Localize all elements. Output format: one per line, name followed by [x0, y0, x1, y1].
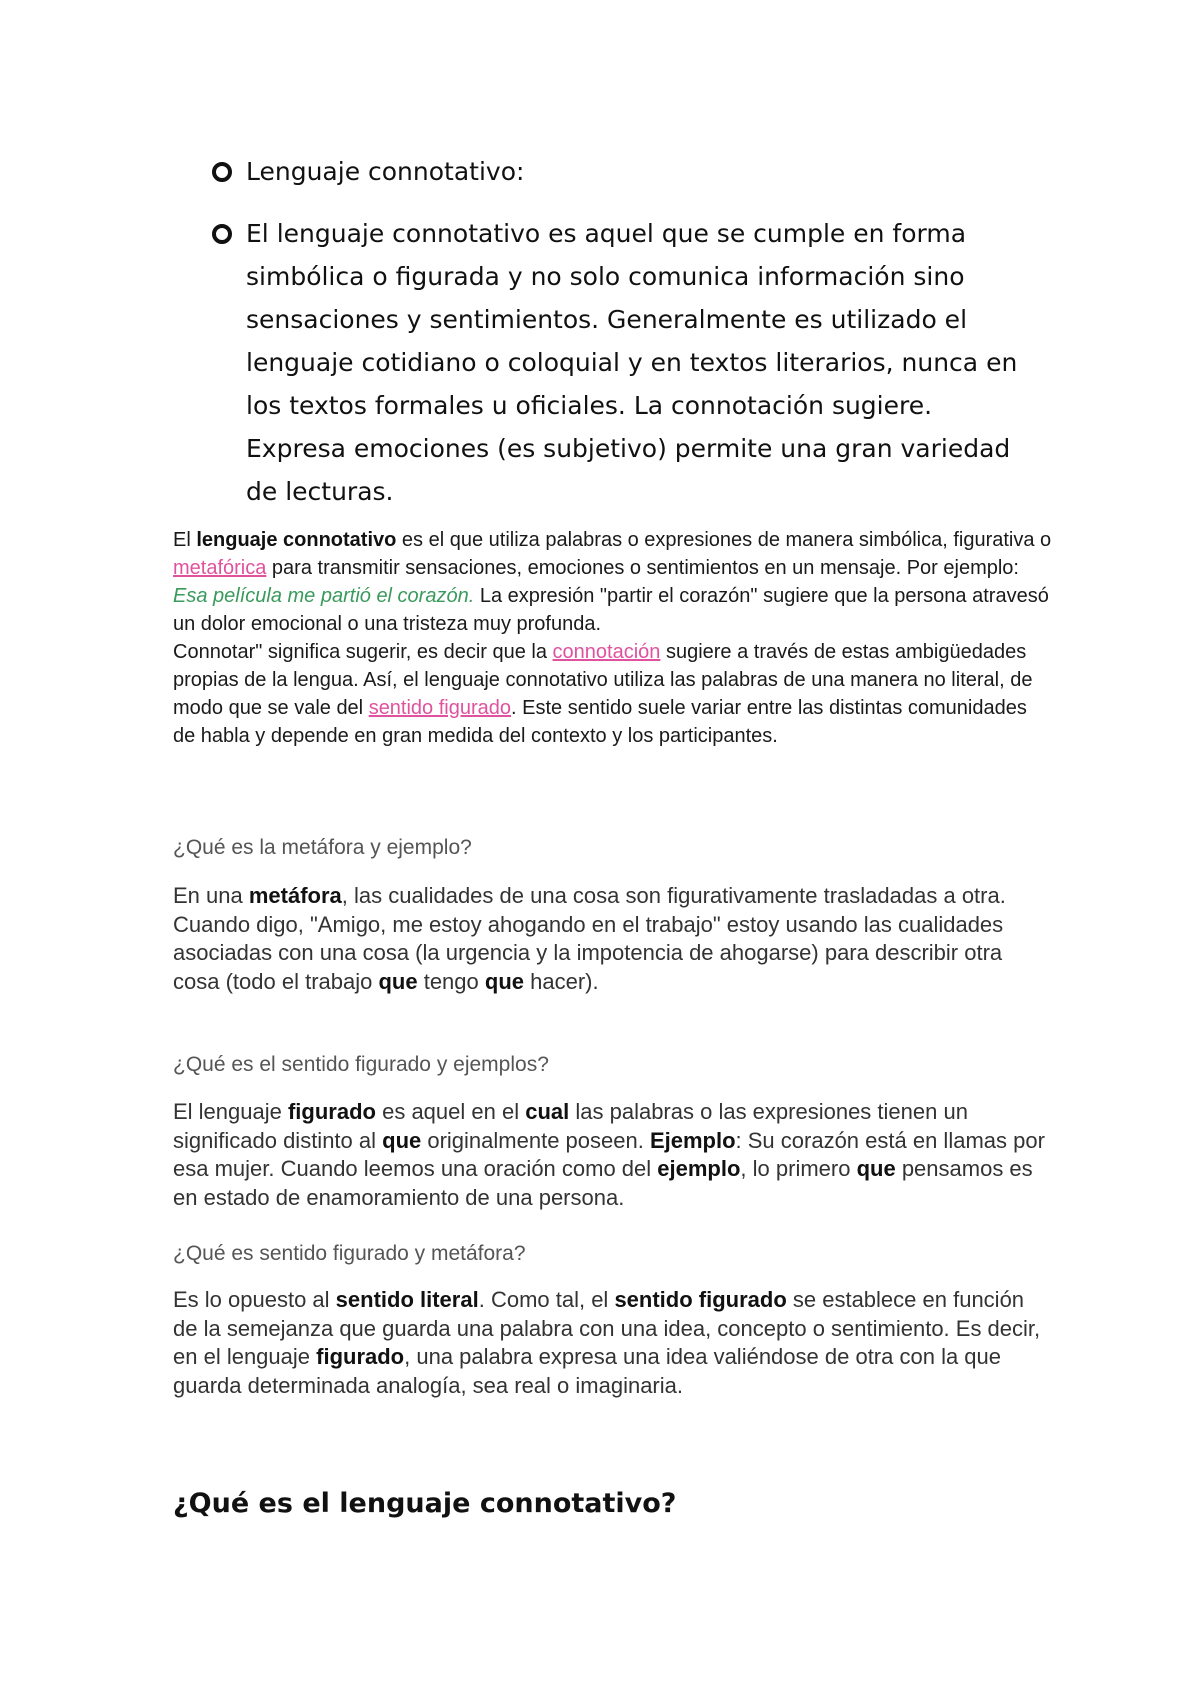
circle-bullet-icon	[212, 162, 232, 182]
text: Connotar" significa sugerir, es decir que la	[173, 641, 553, 663]
final-heading: ¿Qué es el lenguaje connotativo?	[173, 1488, 677, 1519]
bullet-item	[212, 212, 1032, 513]
bullet-text: Lenguaje connotativo:	[246, 157, 525, 186]
question-heading: ¿Qué es la metáfora y ejemplo?	[173, 836, 472, 859]
link-connotacion[interactable]: connotación	[552, 641, 661, 663]
bold-term: sentido figurado	[614, 1287, 787, 1312]
text: El	[173, 529, 197, 551]
link-metaforica[interactable]: metafórica	[173, 557, 267, 579]
text: , las cualidades de una cosa son figurativamente trasladadas a otra. Cuando digo, "Amigo, me estoy ahogando en el trabajo" estoy usando las cualidades asociadas con una cosa (la urgencia y la impotencia de ahogarse) para describir otra cosa (todo el trabajo	[173, 883, 1006, 994]
bold-term: figurado	[316, 1344, 405, 1369]
bold-term: que	[484, 968, 524, 994]
answer-paragraph	[173, 1286, 1053, 1400]
example-quote: Esa película me partió el corazón.	[173, 585, 475, 607]
text: tengo	[417, 968, 485, 994]
text: . Como tal, el	[478, 1287, 615, 1312]
text: La expresión "partir el corazón" sugiere que la persona atravesó un dolor emocional o una tristeza muy profunda.	[173, 585, 1049, 635]
answer-paragraph	[173, 882, 1053, 996]
text: hacer).	[524, 968, 599, 994]
question-heading: ¿Qué es el sentido figurado y ejemplos?	[173, 1053, 549, 1076]
intro-paragraph	[173, 526, 1053, 638]
bold-term: metáfora	[248, 883, 342, 908]
text: , lo primero	[740, 1156, 857, 1181]
bold-term: que	[378, 968, 418, 994]
circle-bullet-icon	[212, 224, 232, 244]
answer-paragraph	[173, 1098, 1053, 1212]
bullet-text: El lenguaje connotativo es aquel que se cumple en forma simbólica o figurada y no solo comunica información sino sensaciones y sentimientos. Generalmente es utilizado el lenguaje cotidiano o coloquial y en textos literarios, nunca en los textos formales u oficiales. La connotación sugiere. Expresa emociones (es subjetivo) permite una gran variedad de lecturas.	[246, 219, 1018, 506]
bold-term: figurado	[287, 1099, 376, 1124]
text: . Este sentido suele variar entre las distintas comunidades de habla y depende en gran medida del contexto y los participantes.	[173, 697, 1027, 747]
bold-term: cual	[525, 1099, 570, 1124]
text: sugiere a través de estas ambigüedades propias de la lengua. Así, el lenguaje connotativo utiliza las palabras de una manera no literal, de modo que se vale del	[173, 641, 1033, 719]
text: es el que utiliza palabras o expresiones de manera simbólica, figurativa o	[396, 529, 1052, 551]
text: se establece en función de la semejanza que guarda una palabra con una idea, concepto o sentimiento. Es decir, en el lenguaje	[173, 1287, 1041, 1369]
bold-term: ejemplo	[657, 1156, 741, 1181]
bold-term: lenguaje connotativo	[196, 529, 397, 551]
text: , una palabra expresa una idea valiéndose de otra con la que guarda determinada analogía, sea real o imaginaria.	[173, 1344, 1002, 1398]
bold-term: Ejemplo	[649, 1127, 736, 1153]
bold-term: sentido literal	[335, 1287, 479, 1312]
text: para transmitir sensaciones, emociones o sentimientos en un mensaje. Por ejemplo:	[266, 557, 1019, 579]
link-sentido-figurado[interactable]: sentido figurado	[368, 697, 512, 719]
intro-paragraph	[173, 638, 1053, 750]
text: pensamos es en estado de enamoramiento de una persona.	[173, 1156, 1033, 1210]
bold-term: que	[856, 1156, 896, 1181]
bullet-item	[212, 150, 1032, 193]
text: es aquel en el	[375, 1099, 526, 1124]
bold-term: que	[382, 1127, 422, 1153]
text: Es lo opuesto al	[173, 1287, 336, 1312]
bullet-list	[212, 150, 1032, 532]
text: las palabras o las expresiones tienen un significado distinto al	[173, 1099, 968, 1153]
text: originalmente poseen.	[421, 1127, 650, 1153]
question-heading: ¿Qué es sentido figurado y metáfora?	[173, 1242, 526, 1265]
text: El lenguaje	[173, 1099, 288, 1124]
text: En una	[173, 883, 249, 908]
intro-section	[173, 526, 1053, 750]
text: : Su corazón está en llamas por esa mujer. Cuando leemos una oración como del	[173, 1127, 1045, 1181]
